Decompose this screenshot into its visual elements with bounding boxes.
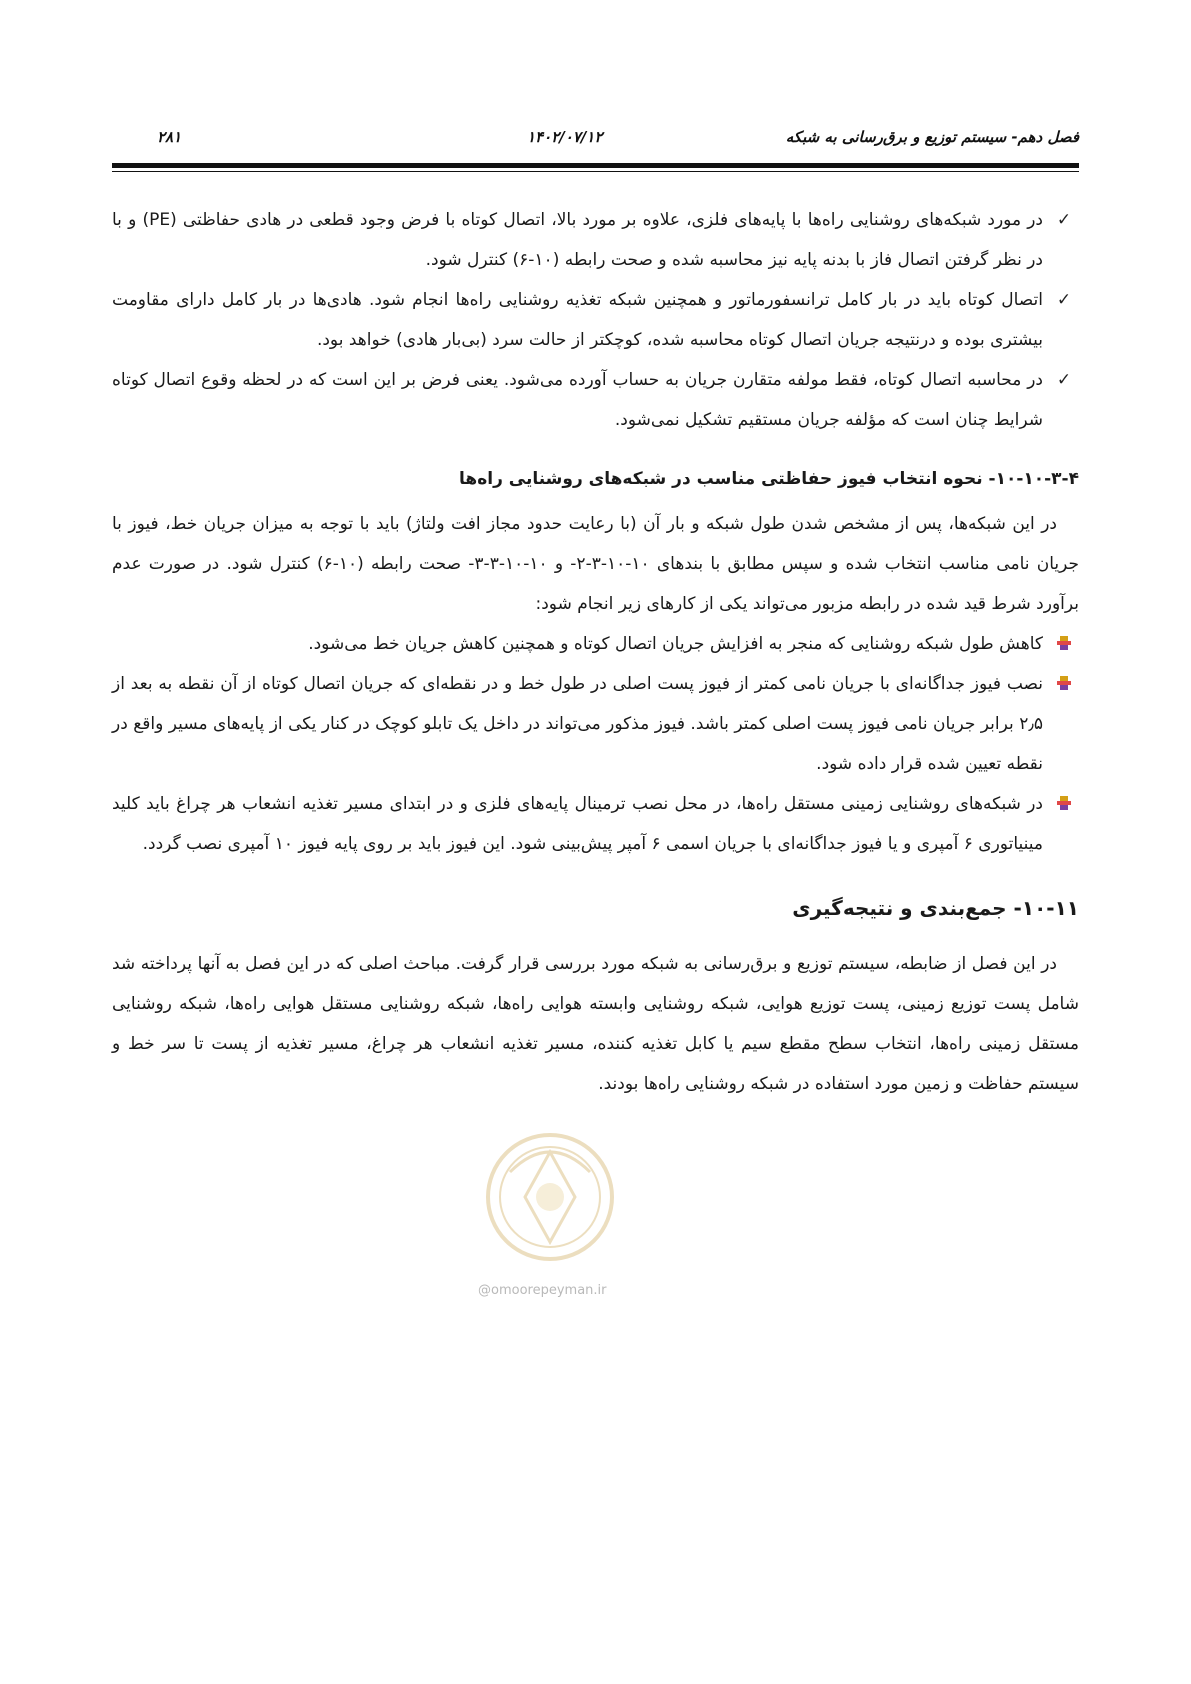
list-item-text: نصب فیوز جداگانه‌ای با جریان نامی کمتر از فیوز پست اصلی در طول خط و در نقطه‌ای که جریان اتصال کوتاه از آن نقطه به بعد از ۲٫۵ برابر جریان نامی فیوز پست اصلی کمتر باشد. فیوز مذکور می‌تواند در داخل یک تابلو کوچک در کنار یکی از پایه‌های مسیر واقع در نقطه تعیین شده قرار داده شود. bbox=[112, 674, 1043, 774]
list-item bbox=[112, 360, 1079, 440]
diamond-bullet-icon bbox=[1051, 624, 1077, 665]
list-item bbox=[112, 200, 1079, 280]
subsection-heading: ۱۰-۱۰-۳-۴- نحوه انتخاب فیوز حفاظتی مناسب در شبکه‌های روشنایی راه‌ها bbox=[459, 469, 1079, 489]
list-item-text: در شبکه‌های روشنایی زمینی مستقل راه‌ها، در محل نصب ترمینال پایه‌های فلزی و در ابتدای مسیر تغذیه انشعاب هر چراغ باید کلید مینیاتوری ۶ آمپری و یا فیوز جداگانه‌ای با جریان اسمی ۶ آمپر پیش‌بینی شود. این فیوز باید بر روی پایه فیوز ۱۰ آمپری نصب گردد. bbox=[112, 794, 1043, 854]
bullet-list bbox=[112, 624, 1079, 864]
list-item bbox=[112, 280, 1079, 360]
check-mark-icon: ✓ bbox=[1056, 290, 1072, 310]
page-header bbox=[112, 128, 1079, 152]
page-number: ۲۸۱ bbox=[157, 128, 182, 146]
check-list bbox=[112, 200, 1079, 440]
list-item bbox=[112, 664, 1079, 784]
list-item-text: اتصال کوتاه باید در بار کامل ترانسفورماتور و همچنین شبکه تغذیه روشنایی راه‌ها انجام شود. هادی‌ها در بار کامل دارای مقاومت بیشتری بوده و درنتیجه جریان اتصال کوتاه محاسبه شده، کوچکتر از حالت سرد (بی‌بار هادی) خواهد بود. bbox=[112, 290, 1043, 350]
diamond-bullet-icon bbox=[1051, 784, 1077, 825]
page-content bbox=[112, 200, 1079, 1104]
header-date: ۱۴۰۲/۰۷/۱۲ bbox=[527, 128, 603, 146]
list-item bbox=[112, 784, 1079, 864]
diamond-bullet-icon bbox=[1051, 664, 1077, 705]
chapter-title: فصل دهم- سیستم توزیع و برق‌رسانی به شبکه bbox=[785, 128, 1079, 146]
section-heading: ۱۰-۱۱- جمع‌بندی و نتیجه‌گیری bbox=[792, 896, 1079, 920]
list-item-text: کاهش طول شبکه روشنایی که منجر به افزایش جریان اتصال کوتاه و همچنین کاهش جریان خط می‌شود. bbox=[308, 634, 1043, 654]
header-rule-thick bbox=[112, 163, 1079, 168]
list-item-text: در محاسبه اتصال کوتاه، فقط مولفه متقارن جریان به حساب آورده می‌شود. یعنی فرض بر این است که در لحظه وقوع اتصال کوتاه شرایط چنان است که مؤلفه جریان مستقیم تشکیل نمی‌شود. bbox=[112, 370, 1043, 430]
subsection-intro: در این شبکه‌ها، پس از مشخص شدن طول شبکه و بار آن (با رعایت حدود مجاز افت ولتاژ) باید با توجه به میزان جریان خط، فیوز با جریان نامی مناسب انتخاب شده و سپس مطابق با بندهای ۱۰-۱۰-۳-۲- و ۱۰-۱۰-۳-۳- صحت رابطه (۱۰-۶) کنترل شود. در صورت عدم برآورد شرط قید شده در رابطه مزبور می‌تواند یکی از کارهای زیر انجام شود: bbox=[112, 514, 1079, 614]
list-item-text: در مورد شبکه‌های روشنایی راه‌ها با پایه‌های فلزی، علاوه بر مورد بالا، اتصال کوتاه با فرض وجود قطعی در هادی حفاظتی (PE) و با در نظر گرفتن اتصال فاز با بدنه پایه نیز محاسبه شده و صحت رابطه (۱۰-۶) کنترل شود. bbox=[112, 210, 1044, 270]
watermark-url: @omoorepeyman.ir bbox=[478, 1283, 607, 1298]
section-body: در این فصل از ضابطه، سیستم توزیع و برق‌رسانی به شبکه مورد بررسی قرار گرفت. مباحث اصلی که در این فصل به آنها پرداخته شد شامل پست توزیع زمینی، پست توزیع هوایی، شبکه روشنایی وابسته هوایی راه‌ها، شبکه روشنایی مستقل هوایی راه‌ها، شبکه روشنایی مستقل زمینی راه‌ها، انتخاب سطح مقطع سیم یا کابل تغذیه کننده، مسیر تغذیه انشعاب هر چراغ، مسیر تغذیه از پست تا سر خط و سیستم حفاظت و زمین مورد استفاده در شبکه روشنایی راه‌ها بودند. bbox=[112, 954, 1079, 1094]
check-mark-icon: ✓ bbox=[1056, 370, 1072, 390]
header-rule-thin bbox=[112, 171, 1079, 172]
watermark-seal-icon bbox=[480, 1112, 620, 1282]
check-mark-icon: ✓ bbox=[1056, 210, 1072, 230]
list-item bbox=[112, 624, 1079, 664]
